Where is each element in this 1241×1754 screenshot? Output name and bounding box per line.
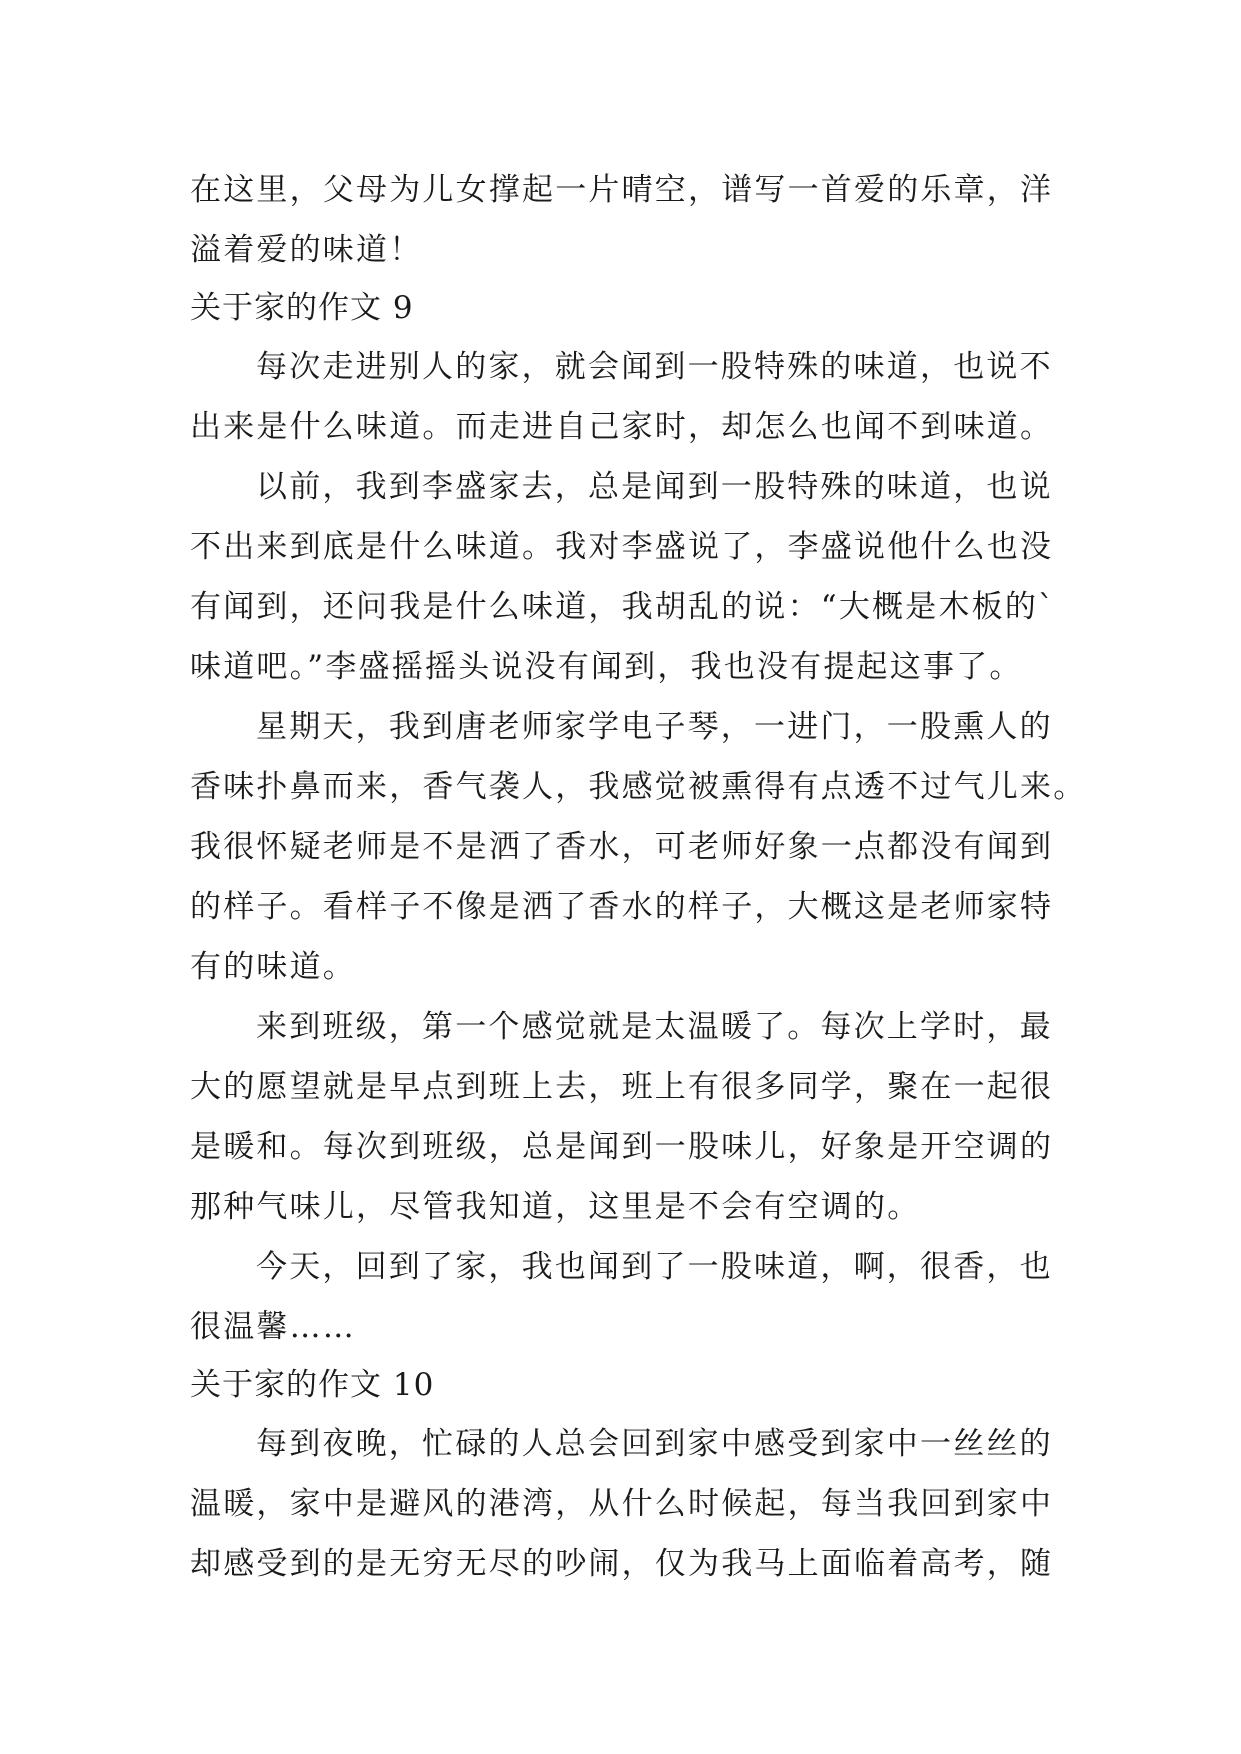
paragraph-line: 大的愿望就是早点到班上去，班上有很多同学，聚在一起很: [190, 1069, 1054, 1105]
paragraph-line: 味道吧。”李盛摇摇头说没有闻到，我也没有提起这事了。: [190, 649, 1023, 685]
paragraph-line: 有闻到，还问我是什么味道，我胡乱的说：“大概是木板的`: [190, 589, 1056, 625]
paragraph-line: 出来是什么味道。而走进自己家时，却怎么也闻不到味道。: [190, 409, 1054, 445]
paragraph-line: 今天，回到了家，我也闻到了一股味道，啊，很香，也: [256, 1249, 1053, 1285]
paragraph-line: 很温馨……: [190, 1309, 356, 1345]
paragraph-line: 不出来到底是什么味道。我对李盛说了，李盛说他什么也没: [190, 529, 1054, 565]
paragraph-line: 有的味道。: [190, 949, 356, 985]
paragraph-line: 香味扑鼻而来，香气袭人，我感觉被熏得有点透不过气儿来。: [190, 769, 1087, 805]
paragraph-line: 温暖，家中是避风的港湾，从什么时候起，每当我回到家中: [190, 1486, 1054, 1522]
paragraph-line: 来到班级，第一个感觉就是太温暖了。每次上学时，最: [256, 1009, 1053, 1045]
paragraph-line: 我很怀疑老师是不是洒了香水，可老师好象一点都没有闻到: [190, 829, 1054, 865]
section-heading: 关于家的作文 10: [190, 1367, 435, 1403]
paragraph-line: 却感受到的是无穷无尽的吵闹，仅为我马上面临着高考，随: [190, 1546, 1054, 1582]
paragraph-line: 每次走进别人的家，就会闻到一股特殊的味道，也说不: [256, 349, 1053, 385]
paragraph-line: 每到夜晚，忙碌的人总会回到家中感受到家中一丝丝的: [256, 1426, 1053, 1462]
paragraph-line: 的样子。看样子不像是洒了香水的样子，大概这是老师家特: [190, 889, 1054, 925]
paragraph-line: 溢着爱的味道！: [190, 232, 423, 268]
paragraph-line: 星期天，我到唐老师家学电子琴，一进门，一股熏人的: [256, 709, 1053, 745]
document-page: [190, 160, 1087, 1594]
paragraph-line: 那种气味儿，尽管我知道，这里是不会有空调的。: [190, 1189, 921, 1225]
paragraph-line: 是暖和。每次到班级，总是闻到一股味儿，好象是开空调的: [190, 1129, 1054, 1165]
paragraph-line: 以前，我到李盛家去，总是闻到一股特殊的味道，也说: [256, 469, 1053, 505]
paragraph-line: 在这里，父母为儿女撑起一片晴空，谱写一首爱的乐章，洋: [190, 172, 1054, 208]
section-heading: 关于家的作文 9: [190, 290, 414, 326]
